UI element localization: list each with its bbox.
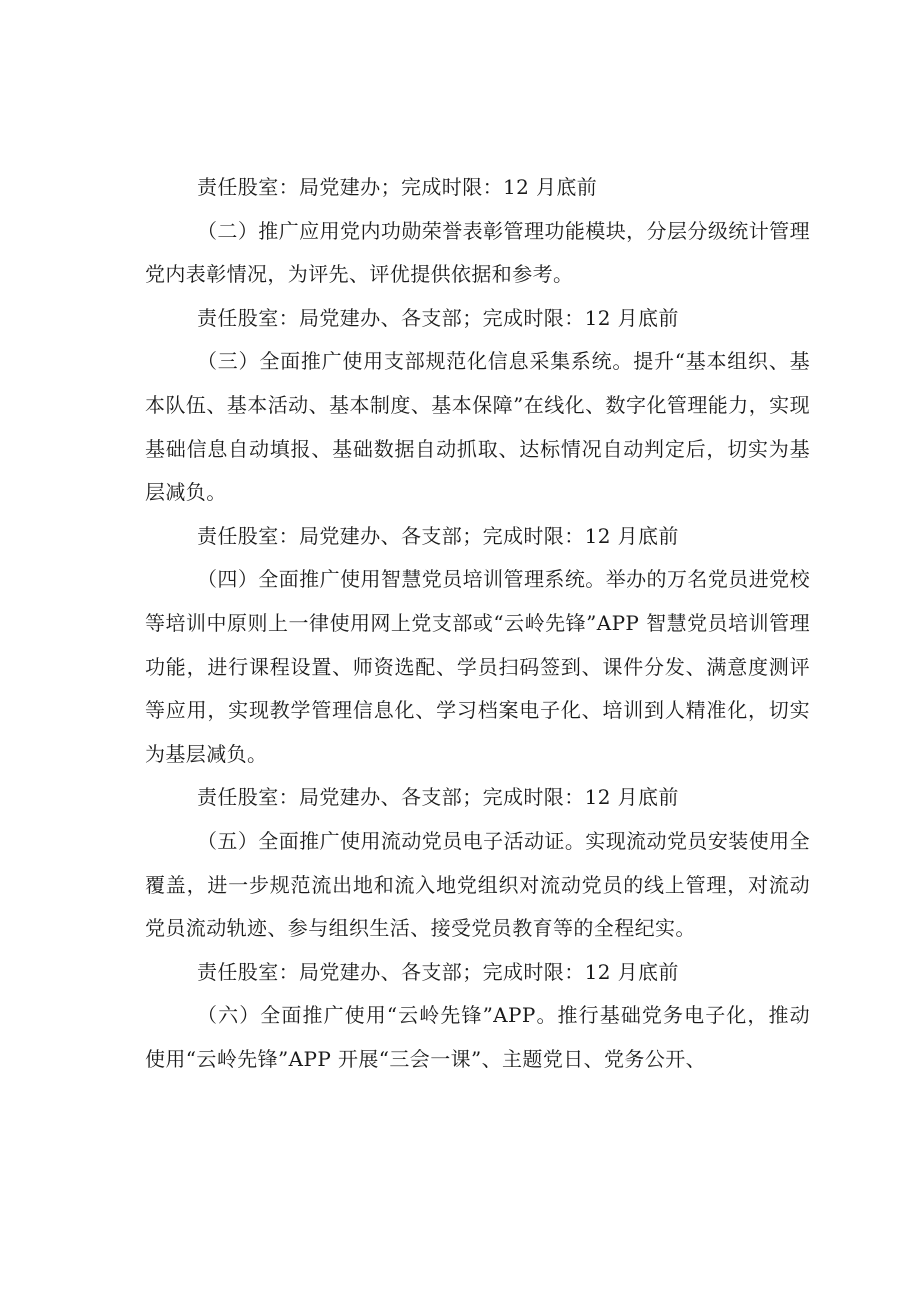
responsibility-line: 责任股室：局党建办、各支部；完成时限：12 月底前: [197, 305, 679, 330]
body-paragraph: （六）全面推广使用“云岭先锋”APP。推行基础党务电子化，推动使用“云岭先锋”APP 开展“三会一课”、主题党日、党务公开、: [145, 1003, 810, 1071]
body-paragraph: （二）推广应用党内功勋荣誉表彰管理功能模块，分层分级统计管理党内表彰情况，为评先、评优提供依据和参考。: [145, 218, 810, 287]
responsibility-line: 责任股室：局党建办、各支部；完成时限：12 月底前: [197, 959, 679, 984]
body-paragraph: （三）全面推广使用支部规范化信息采集系统。提升“基本组织、基本队伍、基本活动、基本制度、基本保障”在线化、数字化管理能力，实现基础信息自动填报、基础数据自动抓取、达标情况自动判定后，切实为基层减负。: [145, 349, 810, 505]
body-paragraph: （四）全面推广使用智慧党员培训管理系统。举办的万名党员进党校等培训中原则上一律使用网上党支部或“云岭先锋”APP 智慧党员培训管理功能，进行课程设置、师资选配、学员扫码签到、课件分发、满意度测评等应用，实现教学管理信息化、学习档案电子化、培训到人精准化，切实为基层减负。: [145, 567, 810, 766]
document-body: [145, 166, 810, 1081]
responsibility-line: 责任股室：局党建办；完成时限：12 月底前: [197, 175, 598, 199]
responsibility-line: 责任股室：局党建办、各支部；完成时限：12 月底前: [197, 785, 679, 810]
body-paragraph: （五）全面推广使用流动党员电子活动证。实现流动党员安装使用全覆盖，进一步规范流出地和流入地党组织对流动党员的线上管理，对流动党员流动轨迹、参与组织生活、接受党员教育等的全程纪实。: [145, 828, 810, 941]
responsibility-line: 责任股室：局党建办、各支部；完成时限：12 月底前: [197, 523, 679, 548]
